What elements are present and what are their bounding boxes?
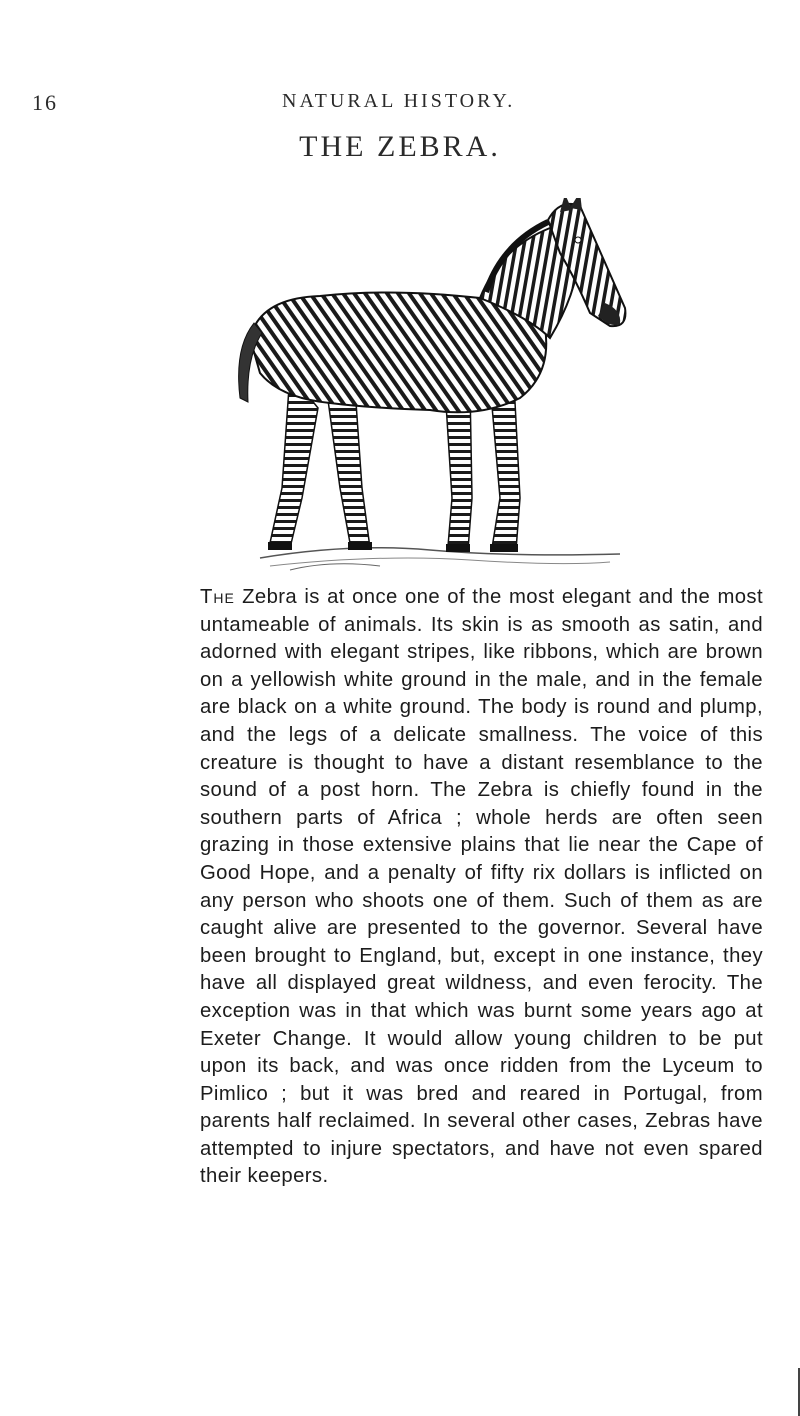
- article-text: [200, 584, 763, 1191]
- zebra-engraving-icon: [230, 198, 640, 580]
- page-number: 16: [32, 90, 58, 115]
- paragraph-lead: The: [200, 586, 235, 608]
- page-title: THE ZEBRA.: [299, 130, 501, 163]
- article-paragraph: [200, 584, 763, 1191]
- running-head: NATURAL HISTORY.: [282, 90, 516, 112]
- zebra-illustration: [230, 198, 640, 580]
- paragraph-body: Zebra is at once one of the most elegant and the most untameable of animals. Its skin is as smooth as satin, and adorned with elegant stripes, like ribbons, which are brown on a yellowish white ground in the male, and in the female are black on a white ground. The body is round and plump, and the legs of a delicate smallness. The voice of this creature is thought to have a distant resemblance to the sound of a post horn. The Zebra is chiefly found in the southern parts of Africa ; whole herds are often seen grazing in those extensive plains that lie near the Cape of Good Hope, and a penalty of fifty rix dollars is inflicted on any person who shoots one of them. Such of them as are caught alive are presented to the governor. Several have been brought to England, but, except in one instance, they have all displayed great wildness, and even ferocity. The exception was in that which was burnt some years ago at Exeter Change. It would allow young children to be put upon its back, and was once ridden from the Lyceum to Pimlico ; but it was bred and reared in Portugal, from parents half reclaimed. In several other cases, Zebras have attempted to injure spectators, and have not even spared their keepers.: [200, 586, 763, 1188]
